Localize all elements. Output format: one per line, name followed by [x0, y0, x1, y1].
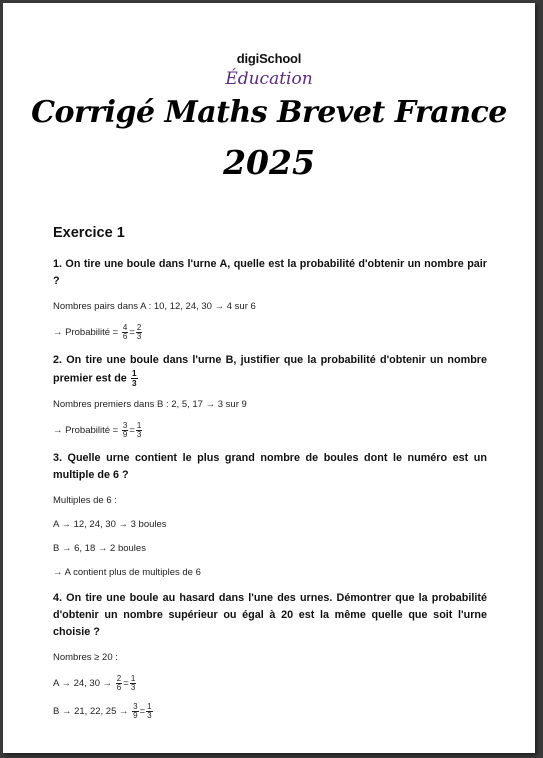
fraction: $\frac{3}{9}$ [133, 702, 138, 720]
question-4: 4. On tire une boule au hasard dans l'une des urnes. Démontrer que la probabilité d'obtenir un nombre supérieur ou égal à 20 est la même quelle que soit l'urne choisie ? [53, 592, 487, 638]
fraction: $\frac{2}{6}$ [116, 674, 122, 692]
fraction: $\frac{1}{3}$ [136, 421, 142, 439]
fraction: $\frac{2}{3}$ [136, 323, 142, 341]
answer-4-line-3: B → 21, 22, 25 → $\frac{3}{9}$ = $\frac{1}{3}$ [53, 702, 152, 720]
answer-4-line-1: Nombres ≥ 20 : [53, 652, 118, 663]
answer-3-line-1: Multiples de 6 : [53, 495, 117, 506]
fraction: $\frac{4}{6}$ [122, 323, 128, 341]
answer-3-line-3: B → 6, 18 → 2 boules [53, 543, 146, 554]
fraction: $\frac{1}{3}$ [131, 368, 137, 388]
answer-1-line-2: → Probabilité = $\frac{4}{6}$ = $\frac{2}{3}$ [53, 323, 142, 341]
answer-2-line-2: → Probabilité = $\frac{3}{9}$ = $\frac{1}{3}$ [53, 421, 142, 439]
fraction: $\frac{1}{3}$ [130, 674, 136, 692]
answer-3-line-4: → A contient plus de multiples de 6 [53, 567, 201, 578]
question-2: 2. On tire une boule dans l'urne B, justifier que la probabilité d'obtenir un nombre premier est de $\frac{1}{3}$ [53, 354, 487, 388]
exercise-content [53, 225, 487, 731]
page-title: Corrigé Maths Brevet France [31, 95, 507, 130]
exercise-title: Exercice 1 [53, 225, 125, 241]
fraction: $\frac{1}{3}$ [147, 702, 152, 720]
question-3: 3. Quelle urne contient le plus grand nombre de boules dont le numéro est un multiple de 6 ? [53, 452, 487, 481]
question-1: 1. On tire une boule dans l'urne A, quelle est la probabilité d'obtenir un nombre pair ? [53, 258, 487, 287]
brand-logo: digiSchool [236, 51, 302, 66]
answer-4-line-2: A → 24, 30 → $\frac{2}{6}$ = $\frac{1}{3}$ [53, 674, 136, 692]
fraction: $\frac{3}{9}$ [122, 421, 128, 439]
brand-subtitle: Éducation [225, 69, 313, 89]
page-title-year: 2025 [223, 143, 315, 182]
answer-3-line-2: A → 12, 24, 30 → 3 boules [53, 519, 167, 530]
document-page [3, 3, 535, 753]
answer-2-prefix: → Probabilité = [53, 425, 119, 437]
answer-1-line-1: Nombres pairs dans A : 10, 12, 24, 30 → 4 sur 6 [53, 301, 256, 312]
answer-2-line-1: Nombres premiers dans B : 2, 5, 17 → 3 sur 9 [53, 399, 247, 410]
answer-1-prefix: → Probabilité = [53, 327, 119, 339]
